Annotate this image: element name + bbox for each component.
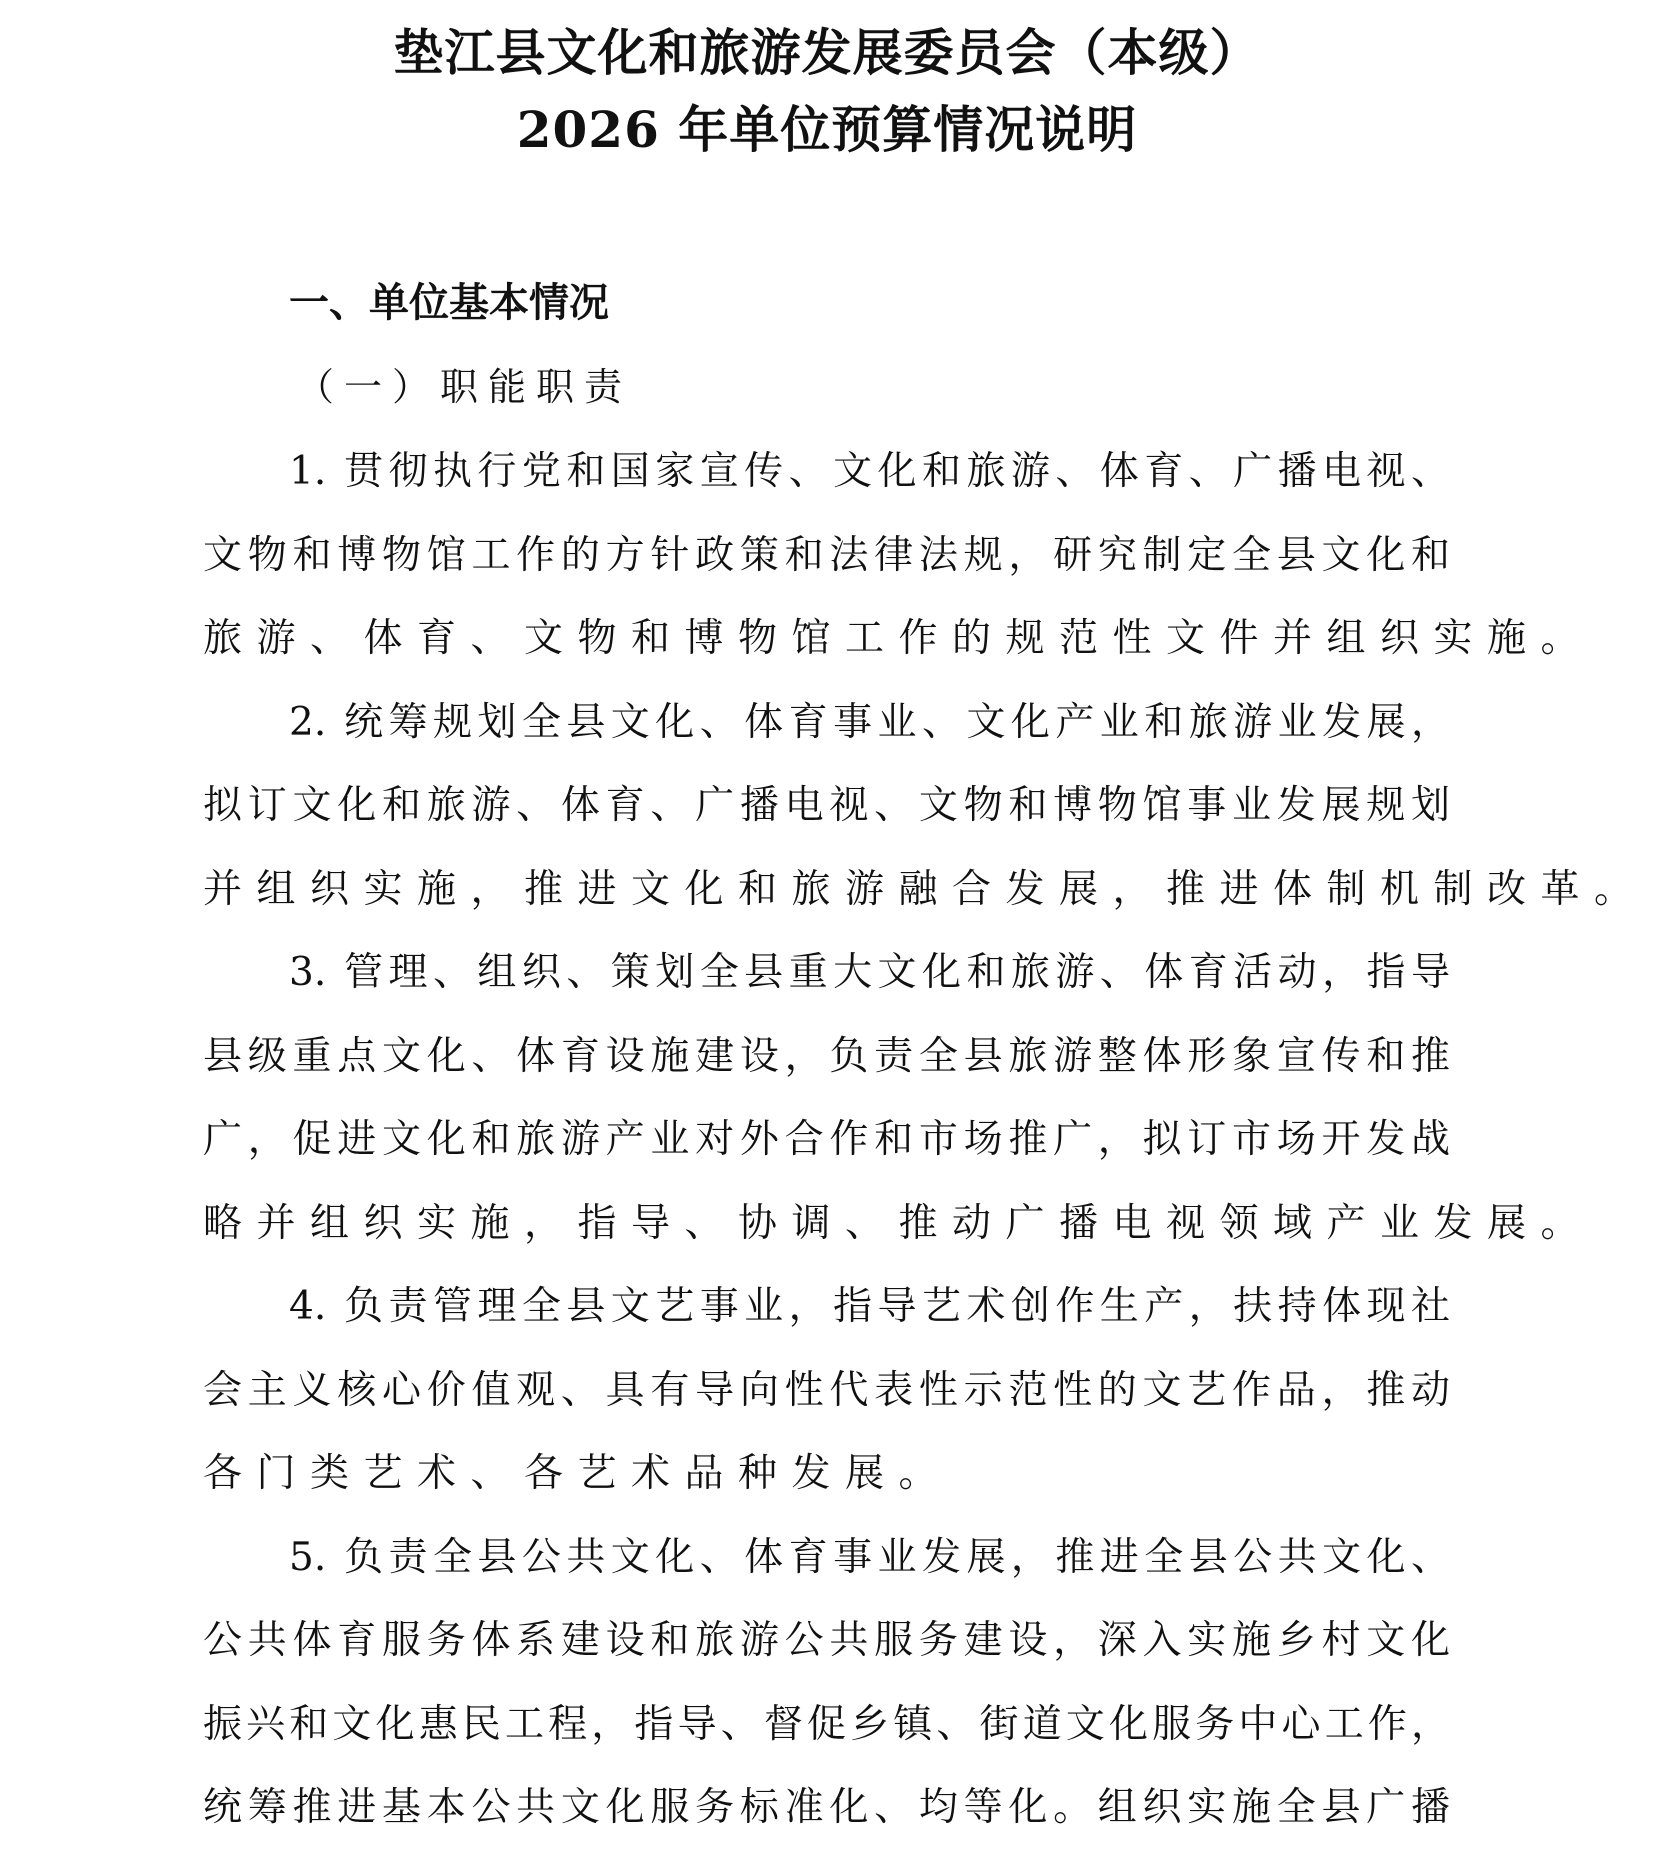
document-title-line-2: 2026 年单位预算情况说明 <box>516 100 1138 159</box>
text-line: 2. 统筹规划全县文化、体育事业、文化产业和旅游业发展， <box>289 699 1450 745</box>
body-text <box>203 430 1648 1850</box>
text-line: 广，促进文化和旅游产业对外合作和市场推广，拟订市场开发战 <box>203 1117 1450 1162</box>
text-line: 4. 负责管理全县文艺事业，指导艺术创作生产，扶持体现社 <box>289 1284 1450 1329</box>
text-line: 旅游、体育、文物和博物馆工作的规范性文件并组织实施。 <box>203 616 1595 661</box>
text-line: 拟订文化和旅游、体育、广播电视、文物和博物馆事业发展规划 <box>203 783 1450 828</box>
text-line: 略并组织实施，指导、协调、推动广播电视领域产业发展。 <box>203 1200 1595 1246</box>
text-line: 1. 贯彻执行党和国家宣传、文化和旅游、体育、广播电视、 <box>289 449 1450 494</box>
text-line: 县级重点文化、体育设施建设，负责全县旅游整体形象宣传和推 <box>203 1033 1450 1079</box>
text-line: 会主义核心价值观、具有导向性代表性示范性的文艺作品，推动 <box>203 1367 1450 1413</box>
text-line: 5. 负责全县公共文化、体育事业发展，推进全县公共文化、 <box>289 1534 1450 1580</box>
text-line: 统筹推进基本公共文化服务标准化、均等化。组织实施全县广播 <box>203 1785 1450 1830</box>
document-title-line-1: 垫江县文化和旅游发展委员会（本级） <box>393 23 1261 82</box>
text-line: 3. 管理、组织、策划全县重大文化和旅游、体育活动，指导 <box>289 950 1450 995</box>
text-line: 各门类艺术、各艺术品种发展。 <box>203 1451 953 1496</box>
text-line: 并组织实施，推进文化和旅游融合发展，推进体制机制改革。 <box>203 866 1648 912</box>
text-line: 振兴和文化惠民工程，指导、督促乡镇、街道文化服务中心工作， <box>203 1701 1450 1747</box>
subsection-heading: （一）职能职责 <box>296 365 633 409</box>
section-heading: 一、单位基本情况 <box>289 279 609 326</box>
text-line: 文物和博物馆工作的方针政策和法律法规，研究制定全县文化和 <box>203 532 1450 578</box>
text-line: 公共体育服务体系建设和旅游公共服务建设，深入实施乡村文化 <box>203 1618 1450 1663</box>
